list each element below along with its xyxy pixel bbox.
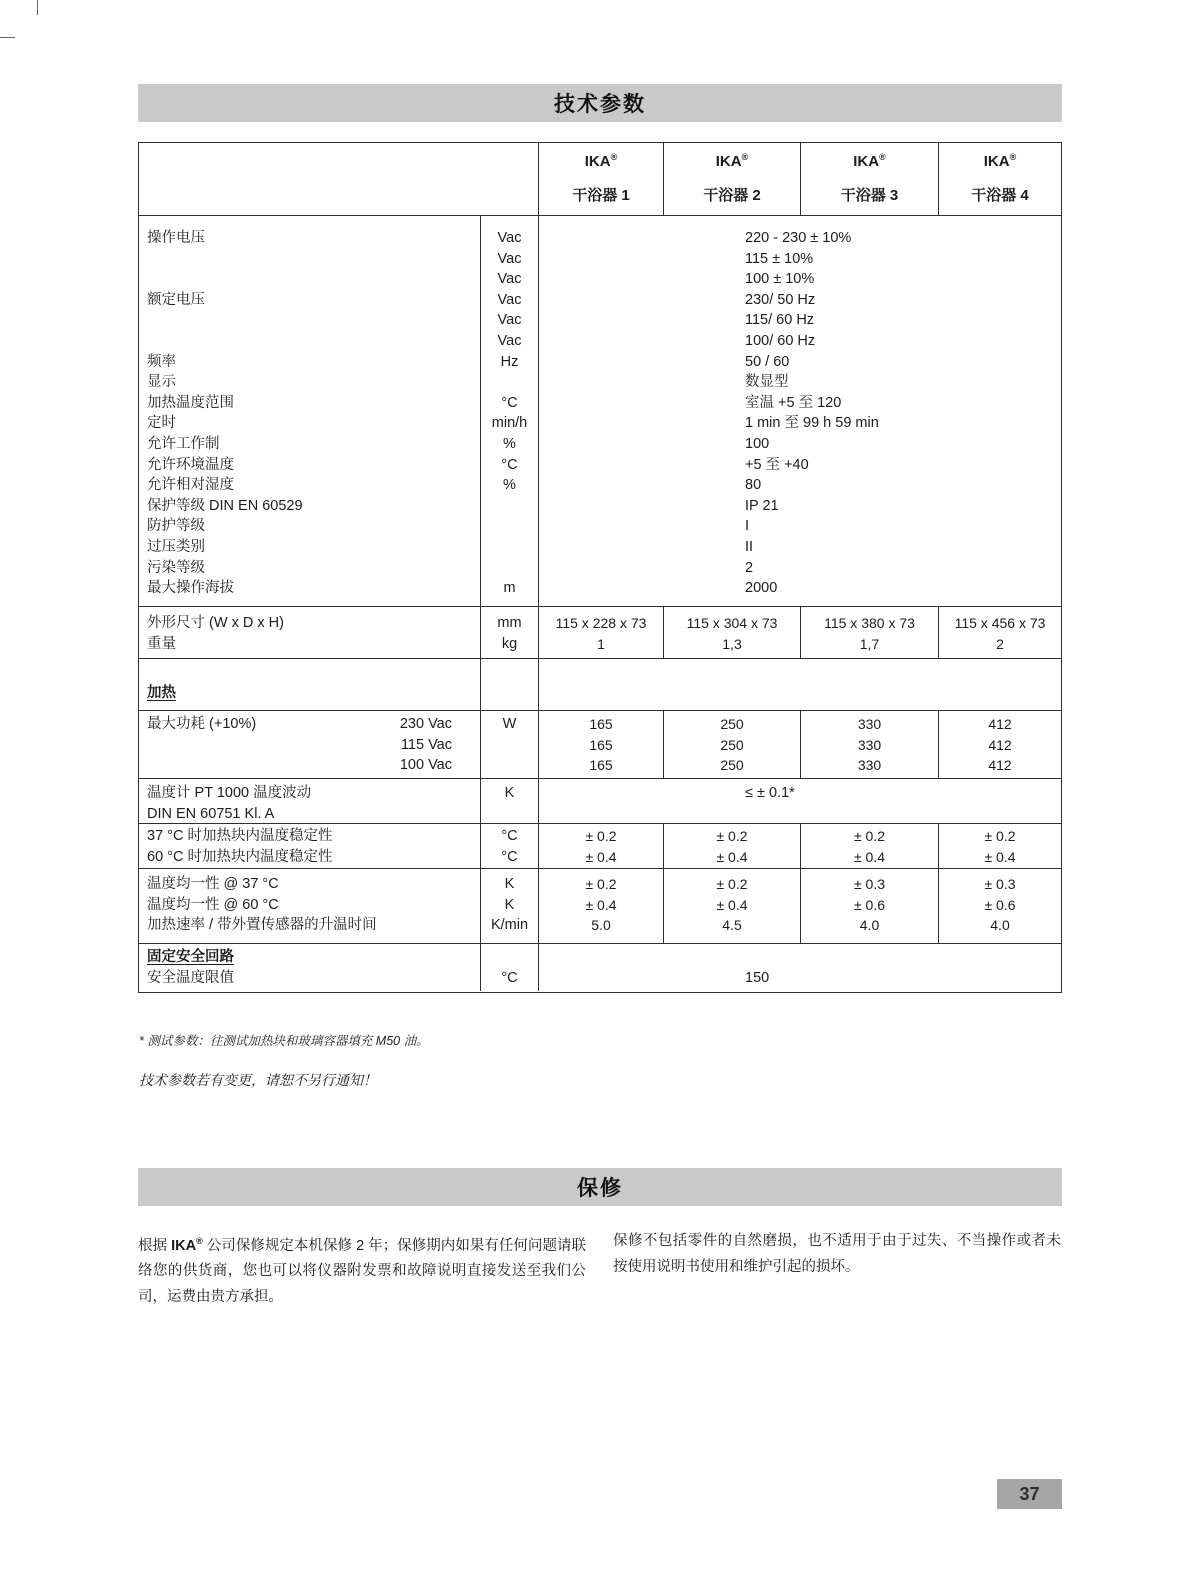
unit bbox=[481, 496, 538, 517]
param-name: 最大功耗 (+10%) bbox=[147, 716, 257, 732]
param-name-column bbox=[139, 216, 480, 606]
uniformity-value: ± 0.3 bbox=[984, 876, 1016, 892]
power-value: 330 bbox=[857, 736, 882, 753]
model-4-values bbox=[938, 711, 1061, 778]
param-name-column bbox=[139, 779, 480, 823]
unit bbox=[481, 516, 538, 537]
param-name: 操作电压 bbox=[147, 230, 205, 246]
model-3-values bbox=[800, 607, 938, 658]
header-model-4 bbox=[938, 143, 1061, 215]
safety-circuit-block bbox=[139, 943, 1061, 991]
safety-section-row bbox=[147, 947, 480, 968]
weight-value: 1,3 bbox=[722, 635, 742, 652]
param-value: 1 min 至 99 h 59 min bbox=[745, 415, 879, 432]
model-3-values bbox=[800, 869, 938, 943]
unit-column bbox=[480, 216, 538, 606]
param-value: 115 ± 10% bbox=[745, 250, 814, 267]
section-title: 技术参数 bbox=[554, 93, 646, 116]
weight-value: 1,7 bbox=[859, 635, 880, 652]
param-name: 温度均一性 @ 60 °C bbox=[147, 896, 279, 913]
unit: W bbox=[502, 716, 517, 732]
power-value: 165 bbox=[589, 716, 613, 732]
uniformity-value: 5.0 bbox=[591, 917, 611, 934]
uniformity-value: ± 0.4 bbox=[716, 896, 748, 913]
unit: m bbox=[503, 580, 516, 597]
param-name: 温度均一性 @ 37 °C bbox=[147, 876, 279, 892]
size-value: 115 x 456 x 73 bbox=[954, 615, 1046, 631]
uniformity-value: ± 0.3 bbox=[853, 876, 886, 892]
value-empty bbox=[745, 947, 1061, 968]
heating-section-row bbox=[139, 658, 1061, 710]
unit: °C bbox=[501, 456, 518, 473]
model-1-values bbox=[538, 607, 663, 658]
model-name-2: 干浴器 2 bbox=[703, 187, 761, 204]
power-value: 412 bbox=[988, 716, 1012, 732]
param-name bbox=[147, 331, 480, 352]
unit-column bbox=[480, 869, 538, 943]
stability-value: ± 0.4 bbox=[585, 848, 617, 865]
unit bbox=[481, 372, 538, 393]
param-name: 37 °C 时加热块内温度稳定性 bbox=[147, 828, 333, 844]
shared-value-column bbox=[538, 659, 1061, 710]
model-name-3: 干浴器 3 bbox=[840, 187, 899, 204]
uniformity-block bbox=[139, 868, 1061, 943]
param-name: 60 °C 时加热块内温度稳定性 bbox=[147, 848, 333, 865]
param-name: 允许环境温度 bbox=[147, 456, 234, 473]
param-name: 保护等级 DIN EN 60529 bbox=[147, 497, 303, 514]
model-2-values bbox=[663, 711, 800, 778]
unit bbox=[481, 558, 538, 579]
unit: °C bbox=[501, 969, 518, 986]
brand-name: IKA® bbox=[584, 152, 618, 170]
safety-section-label: 固定安全回路 bbox=[147, 949, 234, 965]
param-name-row bbox=[147, 714, 480, 735]
param-name bbox=[147, 249, 480, 270]
param-value: 50 / 60 bbox=[745, 353, 790, 370]
warranty-paragraph-right: 保修不包括零件的自然磨损，也不适用于由于过失、不当操作或者未按使用说明书使用和维护引起的损坏。 bbox=[613, 1233, 1061, 1275]
model-4-values bbox=[938, 607, 1061, 658]
stability-value: ± 0.2 bbox=[984, 828, 1016, 844]
param-name-column bbox=[139, 869, 480, 943]
param-name: 温度计 PT 1000 温度波动 bbox=[147, 785, 312, 801]
param-value: IP 21 bbox=[745, 497, 779, 514]
param-name-column bbox=[139, 607, 480, 658]
unit-column bbox=[480, 607, 538, 658]
power-value: 330 bbox=[857, 757, 882, 774]
unit: Vac bbox=[497, 312, 522, 329]
table-header-row bbox=[139, 143, 1061, 215]
brand-name: IKA® bbox=[853, 152, 886, 170]
power-value: 250 bbox=[720, 757, 744, 774]
unit: kg bbox=[501, 635, 518, 652]
model-1-values bbox=[538, 711, 663, 778]
unit: % bbox=[503, 477, 516, 494]
shared-value-column bbox=[538, 944, 1061, 991]
size-value: 115 x 304 x 73 bbox=[686, 615, 778, 631]
model-1-values bbox=[538, 824, 663, 868]
power-value: 250 bbox=[720, 716, 744, 732]
unit: °C bbox=[501, 394, 518, 411]
header-empty-cell bbox=[139, 143, 538, 215]
shared-value-column bbox=[538, 216, 1061, 606]
unit: K/min bbox=[490, 917, 529, 934]
param-name bbox=[147, 269, 480, 290]
unit: Vac bbox=[497, 291, 522, 308]
brand-name: IKA® bbox=[983, 152, 1017, 170]
model-4-values bbox=[938, 824, 1061, 868]
param-value: 150 bbox=[745, 969, 770, 986]
section-title-bar bbox=[138, 84, 1062, 122]
param-value: ≤ ± 0.1* bbox=[745, 785, 795, 801]
max-power-block bbox=[139, 710, 1061, 778]
unit: °C bbox=[501, 848, 518, 865]
param-value: 115/ 60 Hz bbox=[745, 312, 815, 329]
param-name: 重量 bbox=[147, 635, 176, 652]
weight-value: 1 bbox=[597, 635, 605, 652]
power-value: 165 bbox=[589, 736, 613, 753]
param-name: DIN EN 60751 Kl. A bbox=[147, 805, 275, 822]
power-value: 412 bbox=[988, 757, 1012, 774]
page-number-badge bbox=[997, 1479, 1062, 1509]
param-value: 2000 bbox=[745, 580, 778, 597]
stability-value: ± 0.4 bbox=[984, 848, 1016, 865]
uniformity-value: ± 0.6 bbox=[984, 896, 1016, 913]
voltage-sublabel: 230 Vac bbox=[399, 716, 452, 732]
param-name: 污染等级 bbox=[147, 559, 205, 576]
header-model-1 bbox=[538, 143, 663, 215]
unit: K bbox=[504, 876, 515, 892]
unit: K bbox=[504, 785, 515, 801]
param-name: 允许工作制 bbox=[147, 435, 220, 452]
crop-mark-vertical bbox=[37, 0, 38, 15]
param-value: 100 ± 10% bbox=[745, 271, 815, 288]
param-value: 2 bbox=[745, 559, 754, 576]
param-value: 80 bbox=[745, 477, 762, 494]
warranty-title: 保修 bbox=[577, 1177, 623, 1200]
unit-column bbox=[480, 779, 538, 823]
power-value: 330 bbox=[857, 716, 882, 732]
stability-value: ± 0.4 bbox=[716, 848, 748, 865]
model-1-values bbox=[538, 869, 663, 943]
param-name: 加热速率 / 带外置传感器的升温时间 bbox=[147, 917, 377, 934]
unit-empty bbox=[481, 947, 538, 968]
param-name: 防护等级 bbox=[147, 518, 205, 535]
param-name: 显示 bbox=[147, 374, 176, 391]
size-value: 115 x 228 x 73 bbox=[555, 615, 647, 631]
unit-column bbox=[480, 824, 538, 868]
header-model-3 bbox=[800, 143, 938, 215]
param-name-column bbox=[139, 944, 480, 991]
power-value: 165 bbox=[589, 757, 613, 774]
warranty-title-bar bbox=[138, 1168, 1062, 1206]
model-3-values bbox=[800, 711, 938, 778]
param-name: 过压类别 bbox=[147, 538, 205, 555]
param-value: 数显型 bbox=[745, 374, 789, 391]
unit: mm bbox=[497, 615, 522, 631]
unit: % bbox=[503, 435, 516, 452]
power-value: 412 bbox=[988, 736, 1012, 753]
param-value: 100/ 60 Hz bbox=[745, 332, 816, 349]
header-model-2 bbox=[663, 143, 800, 215]
unit bbox=[481, 537, 538, 558]
spec-table bbox=[138, 142, 1062, 993]
brand-name: IKA® bbox=[715, 152, 749, 170]
unit: Hz bbox=[500, 353, 519, 370]
param-name bbox=[147, 310, 480, 331]
param-name: 额定电压 bbox=[147, 291, 205, 308]
voltage-sublabel: 115 Vac bbox=[400, 736, 452, 753]
param-value: 230/ 50 Hz bbox=[745, 291, 816, 308]
uniformity-value: 4.5 bbox=[722, 917, 742, 934]
param-value: 220 - 230 ± 10% bbox=[745, 230, 852, 246]
unit: min/h bbox=[491, 415, 528, 432]
voltage-sublabel: 100 Vac bbox=[399, 757, 452, 774]
unit: °C bbox=[501, 828, 518, 844]
param-name-column bbox=[139, 711, 480, 778]
param-name: 安全温度限值 bbox=[147, 969, 234, 986]
unit-column bbox=[480, 711, 538, 778]
param-name: 外形尺寸 (W x D x H) bbox=[147, 615, 284, 631]
model-2-values bbox=[663, 824, 800, 868]
general-specs-block bbox=[139, 215, 1061, 606]
param-value: 室温 +5 至 120 bbox=[745, 394, 842, 411]
heating-section-label: 加热 bbox=[147, 685, 176, 701]
subject-to-change-note: 技术参数若有变更，请恕不另行通知！ bbox=[139, 1072, 377, 1088]
test-parameters-footnote: * 测试参数：往测试加热块和玻璃容器填充 M50 油。 bbox=[139, 1034, 429, 1048]
shared-value-column bbox=[538, 779, 1061, 823]
size-value: 115 x 380 x 73 bbox=[824, 615, 915, 631]
unit: Vac bbox=[497, 250, 522, 267]
param-value: +5 至 +40 bbox=[745, 456, 809, 473]
param-value: I bbox=[745, 518, 750, 535]
param-name: 允许相对湿度 bbox=[147, 477, 234, 494]
model-4-values bbox=[938, 869, 1061, 943]
param-name-column bbox=[139, 824, 480, 868]
uniformity-value: 4.0 bbox=[990, 917, 1010, 934]
param-name: 定时 bbox=[147, 415, 176, 432]
param-name: 最大操作海拔 bbox=[147, 580, 234, 597]
stability-value: ± 0.2 bbox=[585, 828, 617, 844]
unit: Vac bbox=[497, 332, 522, 349]
model-3-values bbox=[800, 824, 938, 868]
unit-column bbox=[480, 944, 538, 991]
weight-value: 2 bbox=[996, 635, 1004, 652]
uniformity-value: ± 0.4 bbox=[585, 896, 617, 913]
power-value: 250 bbox=[720, 736, 744, 753]
unit: K bbox=[504, 896, 515, 913]
model-name-4: 干浴器 4 bbox=[971, 187, 1029, 204]
warranty-text bbox=[138, 1229, 1062, 1310]
unit-column bbox=[480, 659, 538, 710]
crop-mark-horizontal bbox=[0, 37, 15, 38]
param-name: 频率 bbox=[147, 353, 176, 370]
stability-value: ± 0.2 bbox=[853, 828, 886, 844]
unit: Vac bbox=[497, 271, 522, 288]
uniformity-value: ± 0.2 bbox=[585, 876, 617, 892]
warranty-paragraph-left: 根据 IKA® 公司保修规定本机保修 2 年；保修期内如果有任何问题请联络您的供货商，您也可以将仪器附发票和故障说明直接发送至我们公司，运费由贵方承担。 bbox=[138, 1236, 587, 1305]
heating-section-cell bbox=[139, 659, 480, 710]
uniformity-value: ± 0.2 bbox=[716, 876, 748, 892]
page-number: 37 bbox=[1019, 1483, 1040, 1504]
model-2-values bbox=[663, 607, 800, 658]
unit: Vac bbox=[497, 230, 522, 246]
uniformity-value: ± 0.6 bbox=[853, 896, 886, 913]
model-name-1: 干浴器 1 bbox=[572, 187, 630, 204]
param-value: II bbox=[745, 538, 754, 555]
model-2-values bbox=[663, 869, 800, 943]
dimensions-block bbox=[139, 606, 1061, 658]
pt1000-block bbox=[139, 778, 1061, 823]
stability-value: ± 0.2 bbox=[716, 828, 748, 844]
uniformity-value: 4.0 bbox=[859, 917, 880, 934]
param-name: 加热温度范围 bbox=[147, 394, 234, 411]
stability-value: ± 0.4 bbox=[853, 848, 886, 865]
stability-block bbox=[139, 823, 1061, 868]
param-value: 100 bbox=[745, 435, 770, 452]
